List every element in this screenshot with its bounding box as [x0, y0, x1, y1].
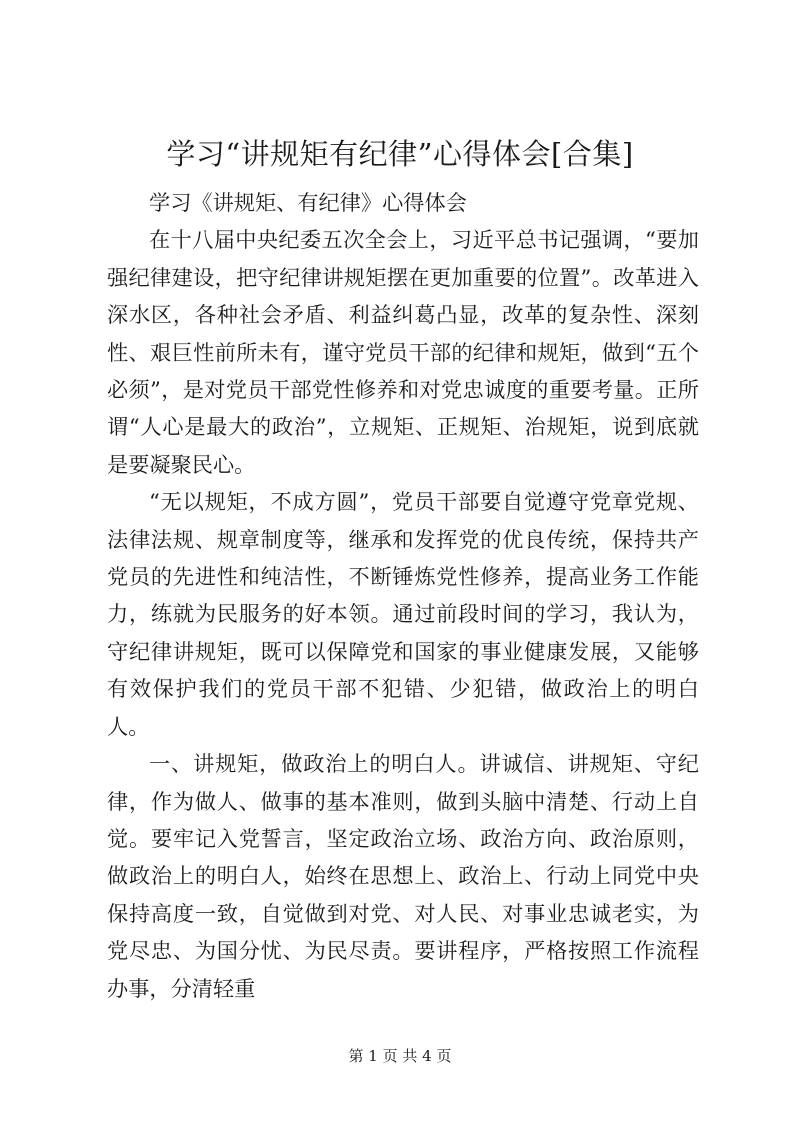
document-title: 学习“讲规矩有纪律”心得体会[合集] [166, 137, 634, 171]
document-subtitle: 学习《讲规矩、有纪律》心得体会 [149, 190, 467, 215]
paragraph-1: 在十八届中央纪委五次全会上，习近平总书记强调，“要加强纪律建设，把守纪律讲规矩摆在更加重要的位置”。改革进入深水区，各种社会矛盾、利益纠葛凸显，改革的复杂性、深刻性、艰巨性前所未有，谨守党员干部的纪律和规矩，做到“五个必须”，是对党员干部党性修养和对党忠诚度的重要考量。正所谓“人心是最大的政治”，立规矩、正规矩、治规矩，说到底就是要凝聚民心。 [107, 227, 699, 477]
page-footer: 第 1 页 共 4 页 [348, 1047, 452, 1065]
paragraph-3: 一、讲规矩，做政治上的明白人。讲诚信、讲规矩、守纪律，作为做人、做事的基本准则，做到头脑中清楚、行动上自觉。要牢记入党誓言，坚定政治立场、政治方向、政治原则，做政治上的明白人，始终在思想上、政治上、行动上同党中央保持高度一致，自觉做到对党、对人民、对事业忠诚老实，为党尽忠、为国分忧、为民尽责。要讲程序，严格按照工作流程办事，分清轻重 [107, 751, 699, 1001]
paragraph-2: “无以规矩，不成方圆”，党员干部要自觉遵守党章党规、法律法规、规章制度等，继承和发挥党的优良传统，保持共产党员的先进性和纯洁性，不断锤炼党性修养，提高业务工作能力，练就为民服务的好本领。通过前段时间的学习，我认为，守纪律讲规矩，既可以保障党和国家的事业健康发展，又能够有效保护我们的党员干部不犯错、少犯错，做政治上的明白人。 [107, 489, 699, 739]
document-body [107, 184, 699, 1007]
